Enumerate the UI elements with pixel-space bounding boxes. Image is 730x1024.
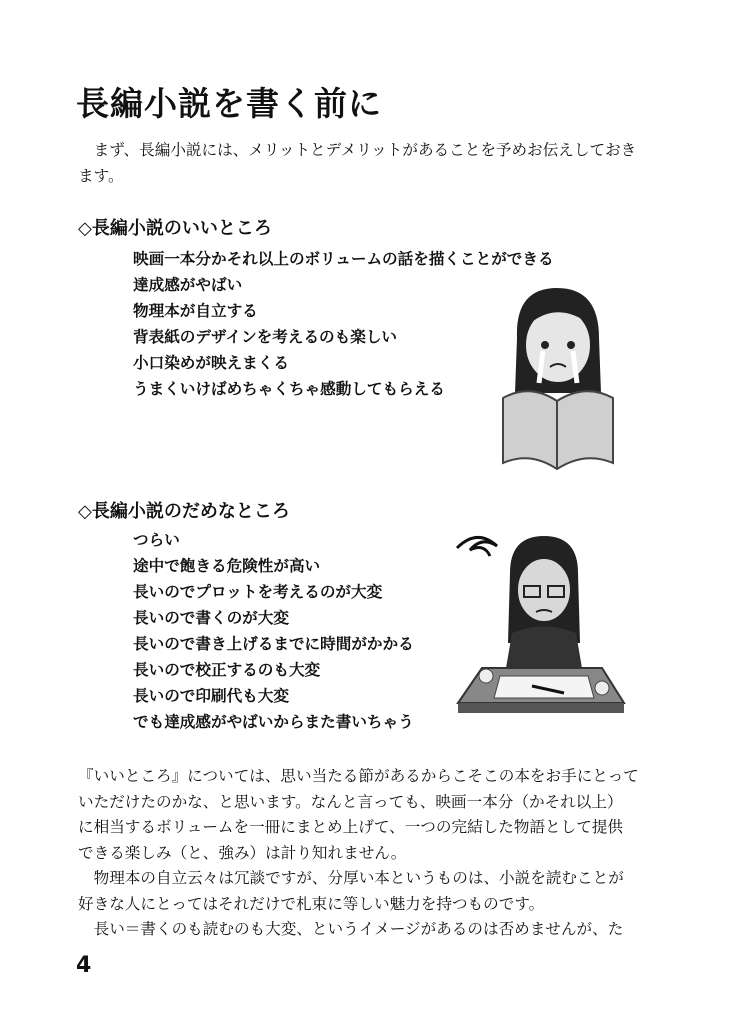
body-line: に相当するボリュームを一冊にまとめ上げて、一つの完結した物語として提供 [78,818,624,836]
bad-item: 長いのでプロットを考えるのが大変 [133,583,383,601]
stressed-writer-illustration [452,528,630,723]
body-line: いただけたのかな、と思います。なんと言っても、映画一本分（かそれ以上） [78,793,623,811]
bad-item: 長いので書き上げるまでに時間がかかる [133,635,414,653]
intro-line: ます。 [78,167,124,185]
body-line: 物理本の自立云々は冗談ですが、分厚い本というものは、小説を読むことが [78,869,624,887]
body-line: できる楽しみ（と、強み）は計り知れません。 [78,844,407,862]
good-points-heading: ◇長編小説のいいところ [78,218,272,239]
bad-item: 長いので校正するのも大変 [133,661,321,679]
bad-item: 途中で飽きる危険性が高い [133,557,321,575]
good-item: 映画一本分かそれ以上のボリュームの話を描くことができる [133,250,554,268]
page-title: 長編小説を書く前に [76,84,382,123]
intro-line: まず、長編小説には、メリットとデメリットがあることを予めお伝えしておき [78,141,637,159]
good-item: うまくいけばめちゃくちゃ感動してもらえる [133,380,445,398]
body-line: 長い＝書くのも読むのも大変、というイメージがあるのは否めませんが、た [78,920,624,938]
bad-points-heading: ◇長編小説のだめなところ [78,501,290,522]
body-line: 好きな人にとってはそれだけで札束に等しい魅力を持つものです。 [78,895,545,913]
bad-item: 長いので書くのが大変 [133,609,289,627]
body-line: 『いいところ』については、思い当たる節があるからこそこの本をお手にとって [78,767,639,785]
good-item: 背表紙のデザインを考えるのも楽しい [133,328,398,346]
bad-item: 長いので印刷代も大変 [133,687,289,705]
crying-reader-illustration [495,283,620,478]
bad-item: でも達成感がやばいからまた書いちゃう [133,713,414,731]
good-item: 小口染めが映えまくる [133,354,289,372]
good-item: 物理本が自立する [133,302,258,320]
bad-item: つらい [133,531,180,549]
good-item: 達成感がやばい [133,276,243,294]
page-number: 4 [76,953,92,978]
